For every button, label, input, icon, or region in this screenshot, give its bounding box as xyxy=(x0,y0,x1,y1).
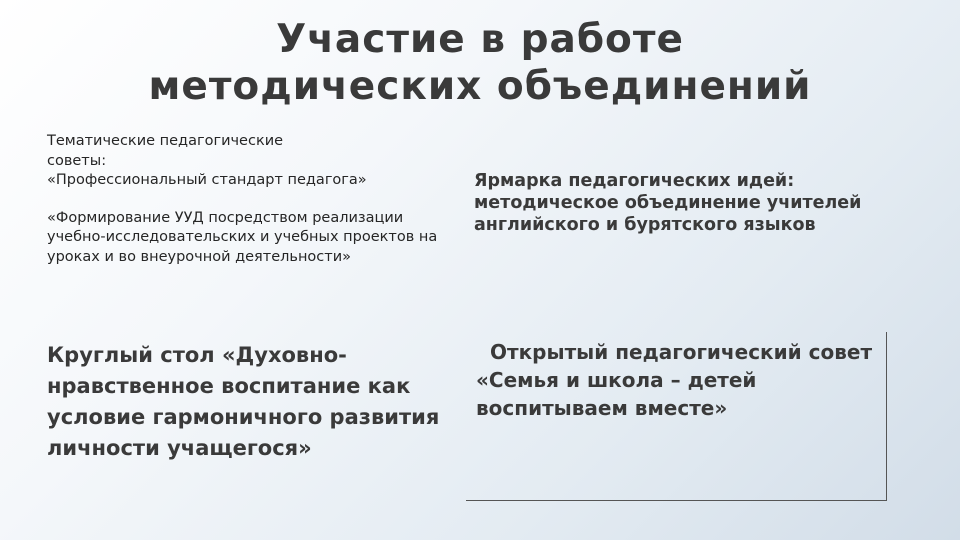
slide-title-line-1: Участие в работе xyxy=(276,17,684,62)
open-council-text-wrapper xyxy=(476,338,876,422)
council-item-2: «Формирование УУД посредством реализации учебно-исследовательских и учебных проектов на уроках и во внеурочной деятельности» xyxy=(47,209,438,265)
open-council-box xyxy=(466,332,887,501)
spacer xyxy=(47,191,447,209)
thematic-councils-block xyxy=(47,132,447,267)
ideas-fair-block xyxy=(474,170,914,236)
round-table-block xyxy=(47,340,457,464)
fair-text: методическое объединение учителей английского и бурятского языков xyxy=(474,193,862,235)
slide-title xyxy=(0,16,960,110)
open-council-text: Открытый педагогический совет «Семья и школа – детей воспитываем вместе» xyxy=(476,340,873,420)
round-table-text: Круглый стол «Духовно-нравственное воспитание как условие гармоничного развития личности учащегося» xyxy=(47,343,440,460)
councils-intro: Тематические педагогические советы: xyxy=(47,133,284,169)
fair-heading: Ярмарка педагогических идей: xyxy=(474,171,795,191)
slide-title-line-2: методических объединений xyxy=(148,64,812,109)
council-item-1: «Профессиональный стандарт педагога» xyxy=(47,172,367,188)
